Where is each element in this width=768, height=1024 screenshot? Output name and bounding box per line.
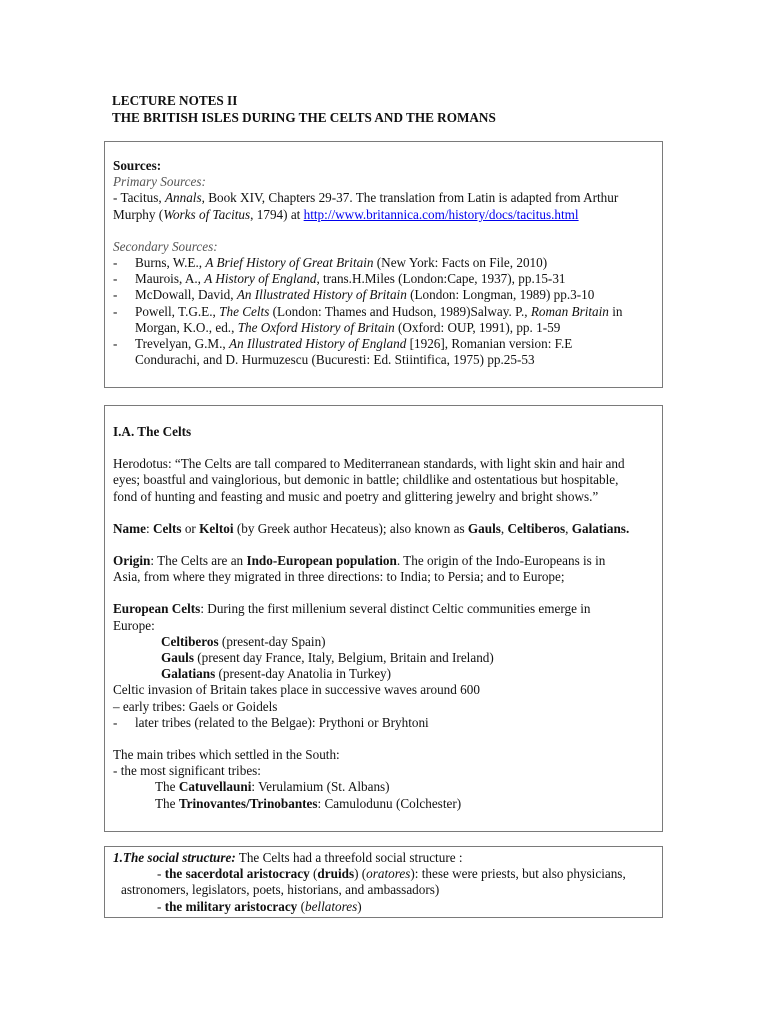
list-item: The Trinovantes/Trinobantes: Camulodunu (Colchester) — [155, 795, 462, 811]
primary-sources-label: Primary Sources: — [113, 174, 206, 190]
social-structure-box — [104, 846, 663, 918]
name-paragraph: Name: Celts or Keltoi (by Greek author Hecateus); also known as Gauls, Celtiberos, Galatians. — [113, 520, 630, 536]
document-header — [112, 93, 496, 126]
list-item: Celtiberos (present-day Spain) — [161, 633, 326, 649]
list-item: The Catuvellauni: Verulamium (St. Albans) — [155, 779, 390, 795]
list-item: Galatians (present-day Anatolia in Turkey) — [161, 666, 392, 682]
sources-box — [104, 141, 663, 388]
lecture-subtitle: THE BRITISH ISLES DURING THE CELTS AND THE ROMANS — [112, 109, 496, 125]
invasion-paragraph: Celtic invasion of Britain takes place in successive waves around 600 – early tribes: Gaels or Goidels - later tribes (related to the Belgae): Prythoni or Bryhtoni — [113, 682, 480, 730]
secondary-source-item: - McDowall, David, An Illustrated History of Britain (London: Longman, 1989) pp.3-10 — [113, 287, 595, 303]
list-item-continuation: astronomers, legislators, poets, historians, and ambassadors) — [121, 882, 440, 898]
secondary-source-item: - Maurois, A., A History of England, trans.H.Miles (London:Cape, 1937), pp.15-31 — [113, 271, 566, 287]
secondary-source-item: - Powell, T.G.E., The Celts (London: Thames and Hudson, 1989)Salway. P., Roman Britain in Morgan, K.O., ed., The Oxford History of Britain (Oxford: OUP, 1991), pp. 1-59 — [113, 303, 623, 335]
primary-source-line1: - Tacitus, Annals, Book XIV, Chapters 29-37. The translation from Latin is adapted from Arthur — [113, 190, 619, 206]
list-item: - the military aristocracy (bellatores) — [157, 898, 362, 914]
herodotus-quote: Herodotus: “The Celts are tall compared to Mediterranean standards, with light skin and hair and eyes; boastful and vainglorious, but demonic in battle; childlike and ostentatious but hospitable, fond of hunting and feasting and music and poetry and glittering jewelry and bright shows.” — [113, 456, 625, 504]
celts-section-box — [104, 405, 663, 832]
secondary-sources-label: Secondary Sources: — [113, 238, 218, 254]
sources-heading: Sources: — [113, 158, 162, 173]
secondary-source-item: - Burns, W.E., A Brief History of Great Britain (New York: Facts on File, 2010) — [113, 255, 548, 271]
european-celts-paragraph: European Celts: During the first millenium several distinct Celtic communities emerge in Europe: Celtiberos (present-day Spain) Gauls (present day France, Italy, Belgium, Britain and Ireland) Galatians (present-day Anatolia in Turkey) — [113, 601, 662, 682]
secondary-source-item: - Trevelyan, G.M., An Illustrated History of England [1926], Romanian version: F.E Condurachi, and D. Hurmuzescu (Bucuresti: Ed. Stiintifica, 1975) pp.25-53 — [113, 336, 573, 368]
origin-paragraph: Origin: The Celts are an Indo-European population. The origin of the Indo-Europeans is in Asia, from where they migrated in three directions: to India; to Persia; and to Europe; — [113, 553, 606, 585]
social-structure-heading: 1.The social structure: The Celts had a threefold social structure : — [113, 850, 463, 865]
list-item: - the sacerdotal aristocracy (druids) (oratores): these were priests, but also physicians, — [157, 866, 626, 882]
tribes-paragraph: The main tribes which settled in the South: - the most significant tribes: The Catuvellauni: Verulamium (St. Albans) The Trinovantes/Trinobantes: Camulodunu (Colchester) — [113, 747, 662, 812]
primary-source-line2: Murphy (Works of Tacitus, 1794) at http://www.britannica.com/history/docs/tacitus.html — [113, 206, 579, 222]
lecture-title: LECTURE NOTES II — [112, 93, 238, 108]
section-heading: I.A. The Celts — [113, 424, 192, 439]
list-item: Gauls (present day France, Italy, Belgium, Britain and Ireland) — [161, 650, 494, 666]
tacitus-link[interactable]: http://www.britannica.com/history/docs/tacitus.html — [303, 206, 579, 222]
